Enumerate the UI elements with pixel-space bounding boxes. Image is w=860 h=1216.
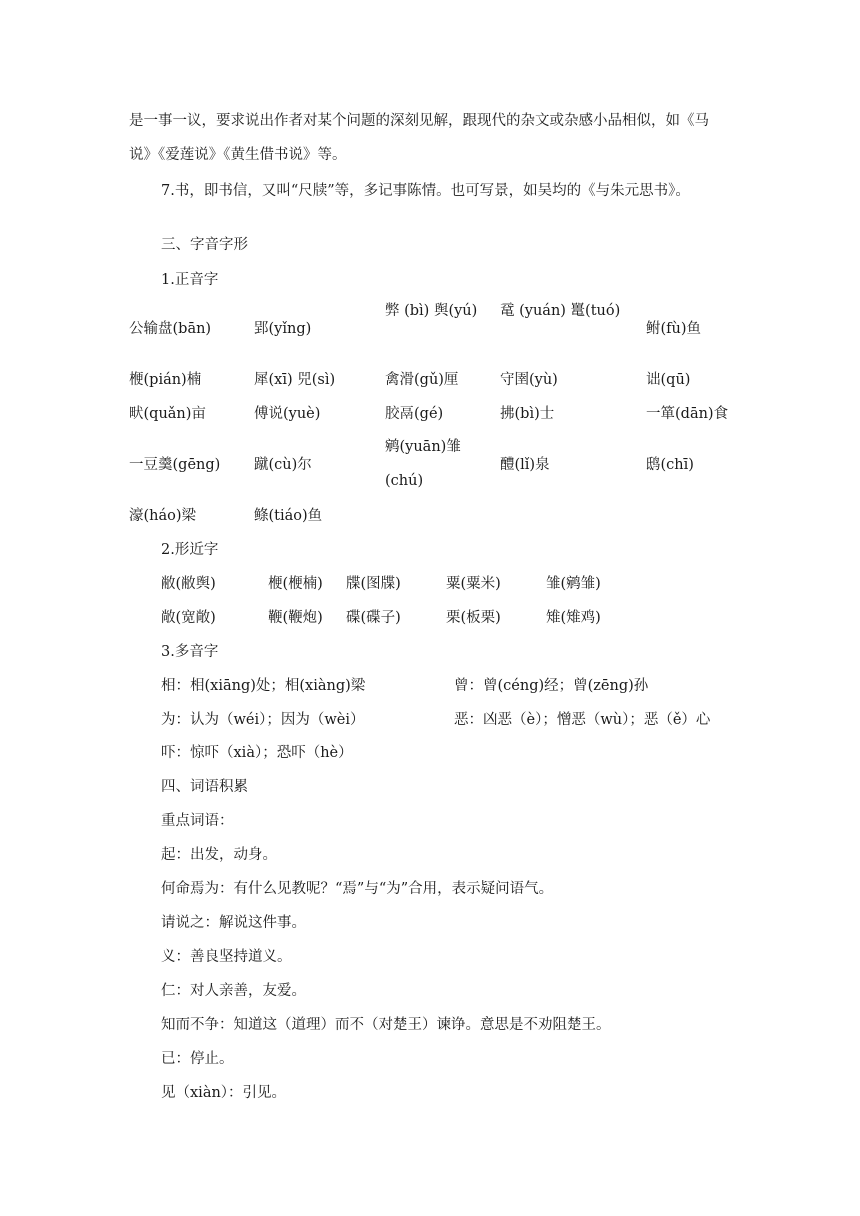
table-cell: 胶鬲(gé) [385, 406, 444, 422]
vocab-item: 义：善良坚持道义。 [161, 949, 292, 965]
key-words-label: 重点词语： [161, 813, 234, 829]
table-cell: 拂(bì)士 [500, 406, 555, 422]
table-cell: 鹓(yuān)雏(chú) [385, 439, 461, 489]
table-cell: 傅说(yuè) [254, 406, 321, 422]
polyphonic-item: 曾：曾(céng)经；曾(zēng)孙 [454, 678, 649, 694]
similar-cell: 雏(鹓雏) [546, 576, 601, 592]
table-cell: 弊 (bì) 舆(yú) [385, 303, 478, 319]
table-cell: 诎(qū) [646, 372, 691, 388]
subsection-polyphonic: 3.多音字 [161, 644, 219, 660]
table-cell: 鲦(tiáo)鱼 [254, 508, 323, 524]
table-cell: 鼋 (yuán) 鼍(tuó) [500, 303, 621, 319]
section-3-title: 三、字音字形 [161, 237, 248, 253]
subsection-similar-chars: 2.形近字 [161, 542, 219, 558]
vocab-item: 请说之：解说这件事。 [161, 915, 306, 931]
similar-cell: 敝(敝舆) [161, 576, 216, 592]
table-cell: 一箪(dān)食 [646, 406, 729, 422]
section-4-title: 四、词语积累 [161, 779, 248, 795]
vocab-item: 已：停止。 [161, 1051, 234, 1067]
intro-line-1: 是一事一议，要求说出作者对某个问题的深刻见解，跟现代的杂文或杂感小品相似，如《马 [129, 113, 709, 129]
subsection-pronunciation: 1.正音字 [161, 272, 219, 288]
table-cell: 禽滑(gǔ)厘 [385, 372, 459, 388]
polyphonic-item: 吓：惊吓（xià）；恐吓（hè） [161, 745, 353, 761]
table-cell: 醴(lǐ)泉 [500, 457, 550, 473]
table-cell: 楩(pián)楠 [129, 372, 202, 388]
polyphonic-item: 恶：凶恶（è）；憎恶（wù）；恶（ě）心 [454, 712, 711, 728]
table-cell: 蹴(cù)尔 [254, 457, 312, 473]
similar-cell: 碟(碟子) [346, 610, 401, 626]
vocab-item: 起：出发，动身。 [161, 847, 277, 863]
similar-cell: 楩(楩楠) [268, 576, 323, 592]
item-7: 7.书，即书信，又叫“尺牍”等，多记事陈情。也可写景，如吴均的《与朱元思书》。 [161, 183, 690, 199]
table-cell: 一豆羹(gēng) [129, 457, 221, 473]
similar-cell: 栗(板栗) [446, 610, 501, 626]
vocab-item: 见（xiàn）：引见。 [161, 1085, 287, 1101]
polyphonic-item: 为：认为（wéi）；因为（wèi） [161, 712, 365, 728]
intro-line-2: 说》《爱莲说》《黄生借书说》等。 [129, 147, 347, 163]
table-cell: 濠(háo)梁 [129, 508, 197, 524]
similar-cell: 雉(雉鸡) [546, 610, 601, 626]
vocab-item: 何命焉为：有什么见教呢？“焉”与“为”合用，表示疑问语气。 [161, 881, 554, 897]
similar-cell: 粟(粟米) [446, 576, 501, 592]
table-cell: 鸱(chī) [646, 457, 694, 473]
table-cell: 犀(xī) 兕(sì) [254, 372, 336, 388]
table-cell: 郢(yǐng) [254, 321, 312, 337]
similar-cell: 牒(图牒) [346, 576, 401, 592]
similar-cell: 敞(宽敞) [161, 610, 216, 626]
table-cell: 畎(quǎn)亩 [129, 406, 206, 422]
vocab-item: 知而不争：知道这（道理）而不（对楚王）谏诤。意思是不劝阻楚王。 [161, 1017, 611, 1033]
vocab-item: 仁：对人亲善，友爱。 [161, 983, 306, 999]
polyphonic-item: 相：相(xiāng)处；相(xiàng)梁 [161, 678, 366, 694]
table-cell: 公输盘(bān) [129, 321, 212, 337]
table-cell: 鲋(fù)鱼 [646, 321, 702, 337]
table-cell: 守圉(yù) [500, 372, 558, 388]
similar-cell: 鞭(鞭炮) [268, 610, 323, 626]
